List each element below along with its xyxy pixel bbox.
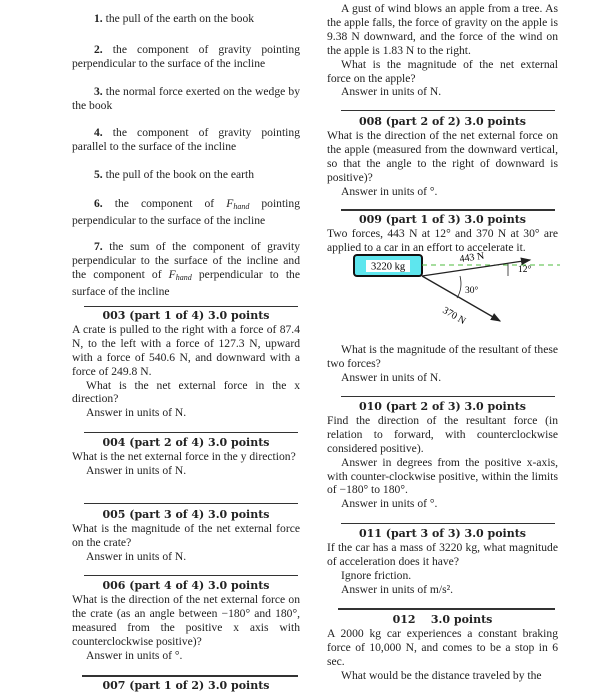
choice-6	[72, 197, 300, 228]
question-header: 004 (part 2 of 4) 3.0 points	[102, 436, 270, 449]
answer-units: Answer in units of N.	[86, 549, 187, 563]
choice-text: the normal force exerted on the wedge by the book	[72, 85, 300, 112]
question-header: 003 (part 1 of 4) 3.0 points	[102, 309, 270, 322]
angle2-label: 30°	[465, 286, 479, 296]
question-prompt: Find the direction of the resultant force (in relation to forward, with counterclockwise considered positive).	[327, 413, 558, 455]
answer-units: Answer in units of N.	[86, 406, 187, 420]
question-prompt: If the car has a mass of 3220 kg, what magnitude of acceleration does it have?	[327, 540, 558, 568]
question-prompt: What is the net external force in the y direction?	[72, 449, 296, 463]
question-009-prompt	[327, 343, 558, 385]
divider	[82, 675, 298, 677]
choice-1	[72, 12, 300, 26]
divider	[84, 575, 298, 576]
question-header: 006 (part 4 of 4) 3.0 points	[102, 579, 270, 592]
force-symbol: F	[168, 267, 176, 281]
question-note: Answer in degrees from the positive x-axis, with counter-clockwise positive, within the limits of −180° to 180°.	[327, 455, 558, 497]
angle1-label: 12°	[518, 265, 532, 275]
choice-text: perpendicular to the surface of the incline	[72, 267, 300, 298]
question-007-body	[327, 2, 558, 99]
divider	[84, 306, 298, 307]
force-diagram	[320, 250, 570, 340]
question-010	[327, 400, 558, 511]
question-header: 008 (part 2 of 2) 3.0 points	[358, 115, 527, 128]
question-prompt: What would be the distance traveled by the	[341, 668, 542, 682]
answer-units: Answer in units of N.	[86, 463, 187, 477]
question-prompt: What is the net external force in the x direction?	[72, 378, 300, 406]
answer-units: Answer in units of N.	[341, 85, 442, 99]
choice-2	[72, 43, 300, 71]
question-006	[72, 579, 300, 662]
choice-text: the pull of the earth on the book	[105, 12, 255, 25]
question-header: 005 (part 3 of 4) 3.0 points	[102, 508, 270, 521]
question-005	[72, 508, 300, 564]
choice-number: 5.	[94, 168, 103, 181]
question-prompt: What is the direction of the net external force on the crate (as an angle between −180° and 180°, measured from the positive x axis with counterclockwise positive)?	[72, 592, 300, 648]
question-008	[327, 115, 558, 198]
divider	[341, 209, 555, 211]
question-note: Ignore friction.	[341, 568, 412, 582]
divider	[338, 608, 555, 610]
force-symbol: F	[226, 197, 234, 210]
choice-number: 4.	[94, 126, 103, 139]
question-prompt: What is the magnitude of the net external force on the apple?	[327, 57, 558, 85]
question-header: 007 (part 1 of 2) 3.0 points	[102, 679, 270, 692]
question-prompt: What is the magnitude of the net external force on the crate?	[72, 521, 300, 549]
divider	[341, 110, 555, 111]
answer-units: Answer in units of °.	[341, 497, 438, 511]
choice-text: pointing perpendicular to the surface of the incline	[72, 197, 300, 227]
question-header: 011 (part 3 of 3) 3.0 points	[358, 527, 527, 540]
choice-number: 6.	[94, 197, 103, 210]
question-004	[72, 436, 300, 478]
question-header: 009 (part 1 of 3) 3.0 points	[358, 213, 527, 226]
question-009	[327, 213, 558, 255]
mass-label: 3220 kg	[370, 261, 406, 273]
choice-number: 7.	[94, 240, 103, 253]
choice-4	[72, 126, 300, 154]
question-text: A 2000 kg car experiences a constant braking force of 10,000 N, and comes to be a stop in 6 sec.	[327, 626, 558, 668]
divider	[84, 503, 298, 504]
force-subscript: hand	[175, 272, 192, 282]
force2-label: 370 N	[440, 305, 468, 327]
answer-units: Answer in units of °.	[341, 184, 438, 198]
question-007-header	[72, 679, 300, 693]
question-prompt: What is the magnitude of the resultant of these two forces?	[327, 343, 558, 370]
divider	[341, 396, 555, 397]
question-012	[327, 613, 558, 683]
divider	[84, 432, 298, 433]
question-003	[72, 309, 300, 420]
choice-text: the component of	[114, 197, 227, 210]
choice-text: the sum of the component of gravity perpendicular to the surface of the incline and the component of	[72, 240, 301, 281]
force-subscript: hand	[233, 202, 250, 211]
question-text: A crate is pulled to the right with a force of 87.4 N, to the left with a force of 127.3 N, upward with a force of 540.6 N, and downward with a force of 249.8 N.	[72, 322, 300, 378]
force1-label: 443 N	[458, 250, 485, 265]
choice-text: the component of gravity pointing parallel to the surface of the incline	[72, 126, 300, 153]
choice-number: 2.	[94, 43, 103, 56]
choice-5	[72, 168, 300, 182]
question-header: 012 3.0 points	[392, 613, 493, 626]
choice-text: the pull of the book on the earth	[105, 168, 255, 181]
answer-units: Answer in units of N.	[341, 370, 442, 384]
answer-units: Answer in units of °.	[86, 648, 183, 662]
answer-units: Answer in units of m/s².	[341, 582, 454, 596]
choice-3	[72, 85, 300, 113]
question-011	[327, 527, 558, 597]
choice-number: 1.	[94, 12, 103, 25]
choice-7	[72, 240, 300, 299]
question-prompt: What is the direction of the net external force on the apple (measured from the downward vertical, so that the angle to the right of downward is positive)?	[327, 128, 558, 184]
choice-number: 3.	[94, 85, 103, 98]
question-text: A gust of wind blows an apple from a tree. As the apple falls, the force of gravity on the apple is 9.38 N downward, and the force of the wind on the apple is 1.83 N to the right.	[327, 2, 558, 57]
question-text: Two forces, 443 N at 12° and 370 N at 30° are applied to a car in an effort to accelerate it.	[327, 226, 558, 254]
angle2-arc	[457, 276, 461, 298]
divider	[341, 523, 555, 524]
choice-text: the component of gravity pointing perpendicular to the surface of the incline	[72, 43, 300, 70]
question-header: 010 (part 2 of 3) 3.0 points	[358, 400, 527, 413]
